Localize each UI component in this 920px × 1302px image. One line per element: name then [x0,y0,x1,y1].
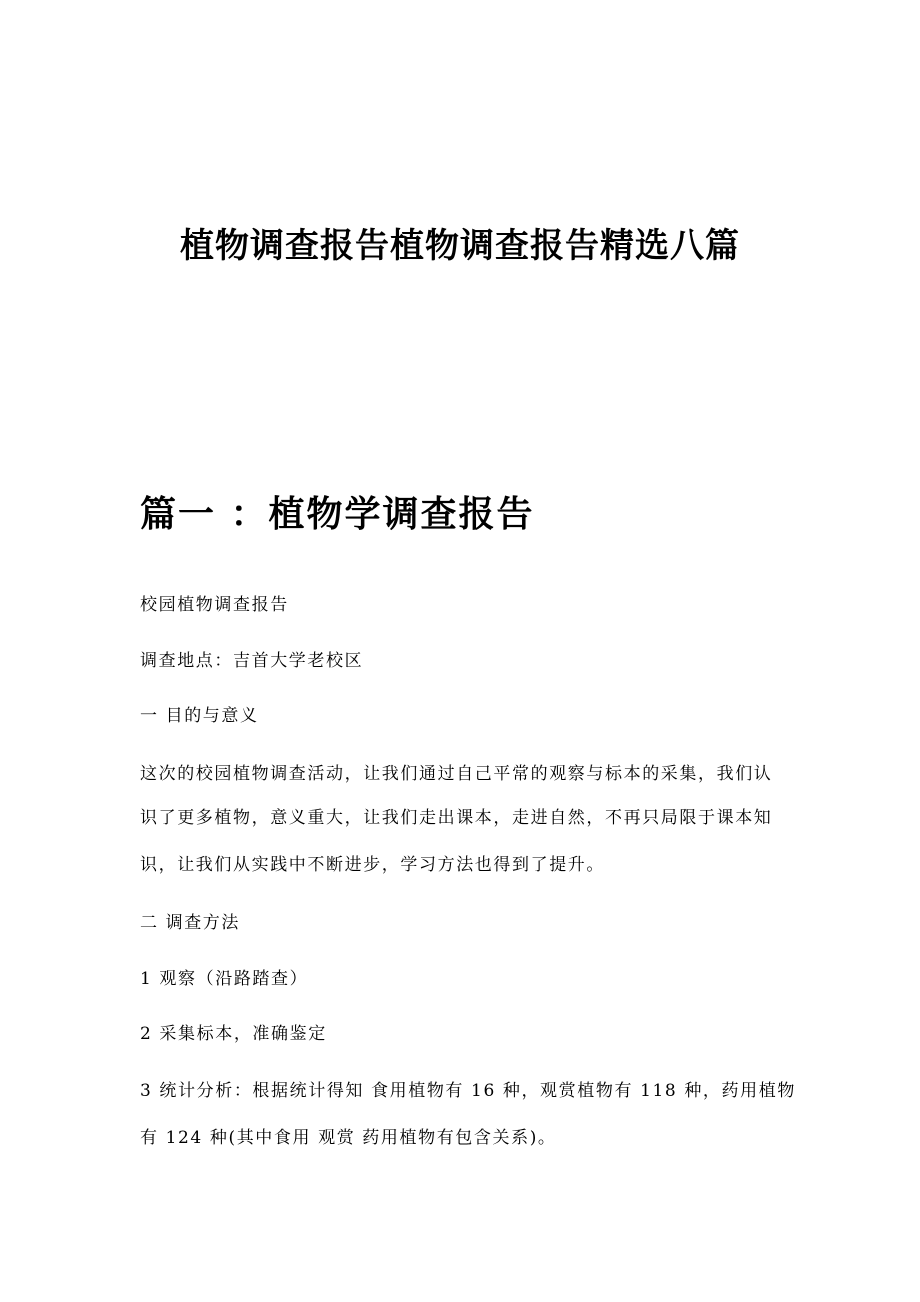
subtitle: 校园植物调查报告 [140,595,289,615]
section-method-heading: 二 调查方法 [140,913,241,933]
section-heading: 篇一 ：植物学调查报告 [140,493,535,535]
survey-location: 调查地点：吉首大学老校区 [140,651,364,671]
method-item: 3 统计分析：根据统计得知 食用植物有 16 种，观赏植物有 118 种，药用植物 [140,1081,796,1101]
paragraph-line: 这次的校园植物调查活动，让我们通过自己平常的观察与标本的采集，我们认 [140,764,773,784]
section-purpose-heading: 一 目的与意义 [140,706,259,726]
paragraph-line: 识了更多植物，意义重大，让我们走出课本，走进自然，不再只局限于课本知 [140,808,773,828]
method-item-continued: 有 124 种(其中食用 观赏 药用植物有包含关系)。 [140,1128,557,1148]
paragraph-line: 识，让我们从实践中不断进步，学习方法也得到了提升。 [140,855,605,875]
method-item: 2 采集标本，准确鉴定 [140,1024,327,1044]
document-title: 植物调查报告植物调查报告精选八篇 [180,226,740,266]
method-item: 1 观察（沿路踏查） [140,969,309,989]
